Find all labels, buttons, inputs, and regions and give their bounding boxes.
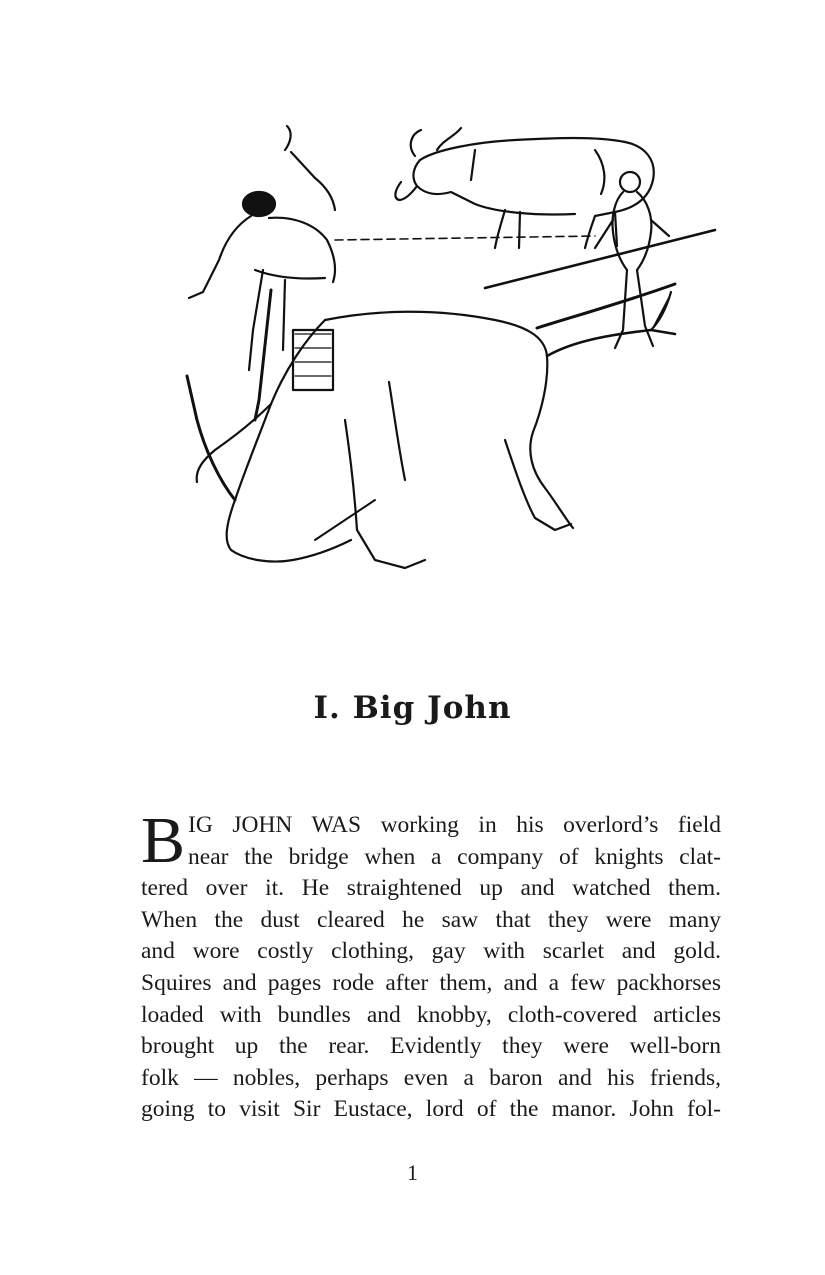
ox-figure [395,128,653,248]
text-line: Squires and pages rode after them, and a few packhorses [141,969,721,996]
text-line: brought up the rear. Evidently they were well-born [141,1033,721,1060]
body-paragraph [141,804,721,1126]
text-line: tered over it. He straightened up and watched them. [141,875,721,902]
drop-cap: B [141,804,186,877]
text-line: going to visit Sir Eustace, lord of the manor. John fol- [141,1096,721,1123]
text-line: near the bridge when a company of knights clat- [188,843,721,870]
text-line: and wore costly clothing, gay with scarlet and gold. [141,938,721,965]
chapter-title [0,690,825,726]
page-number: 1 [407,1160,418,1185]
text-line: IG JOHN WAS working in his overlord’s field [188,812,721,838]
chapter-name: Big John [352,690,512,726]
chapter-number: I. [313,690,341,726]
text-line: When the dust cleared he saw that they were many [141,906,721,933]
text-line: loaded with bundles and knobby, cloth-covered articles [141,1001,721,1028]
chapter-illustration [175,120,735,590]
herdsman-figure [485,172,715,348]
rider-figure [189,126,335,420]
text-line: folk — nobles, perhaps even a baron and his friends, [141,1064,721,1091]
horse-figure [187,284,675,568]
